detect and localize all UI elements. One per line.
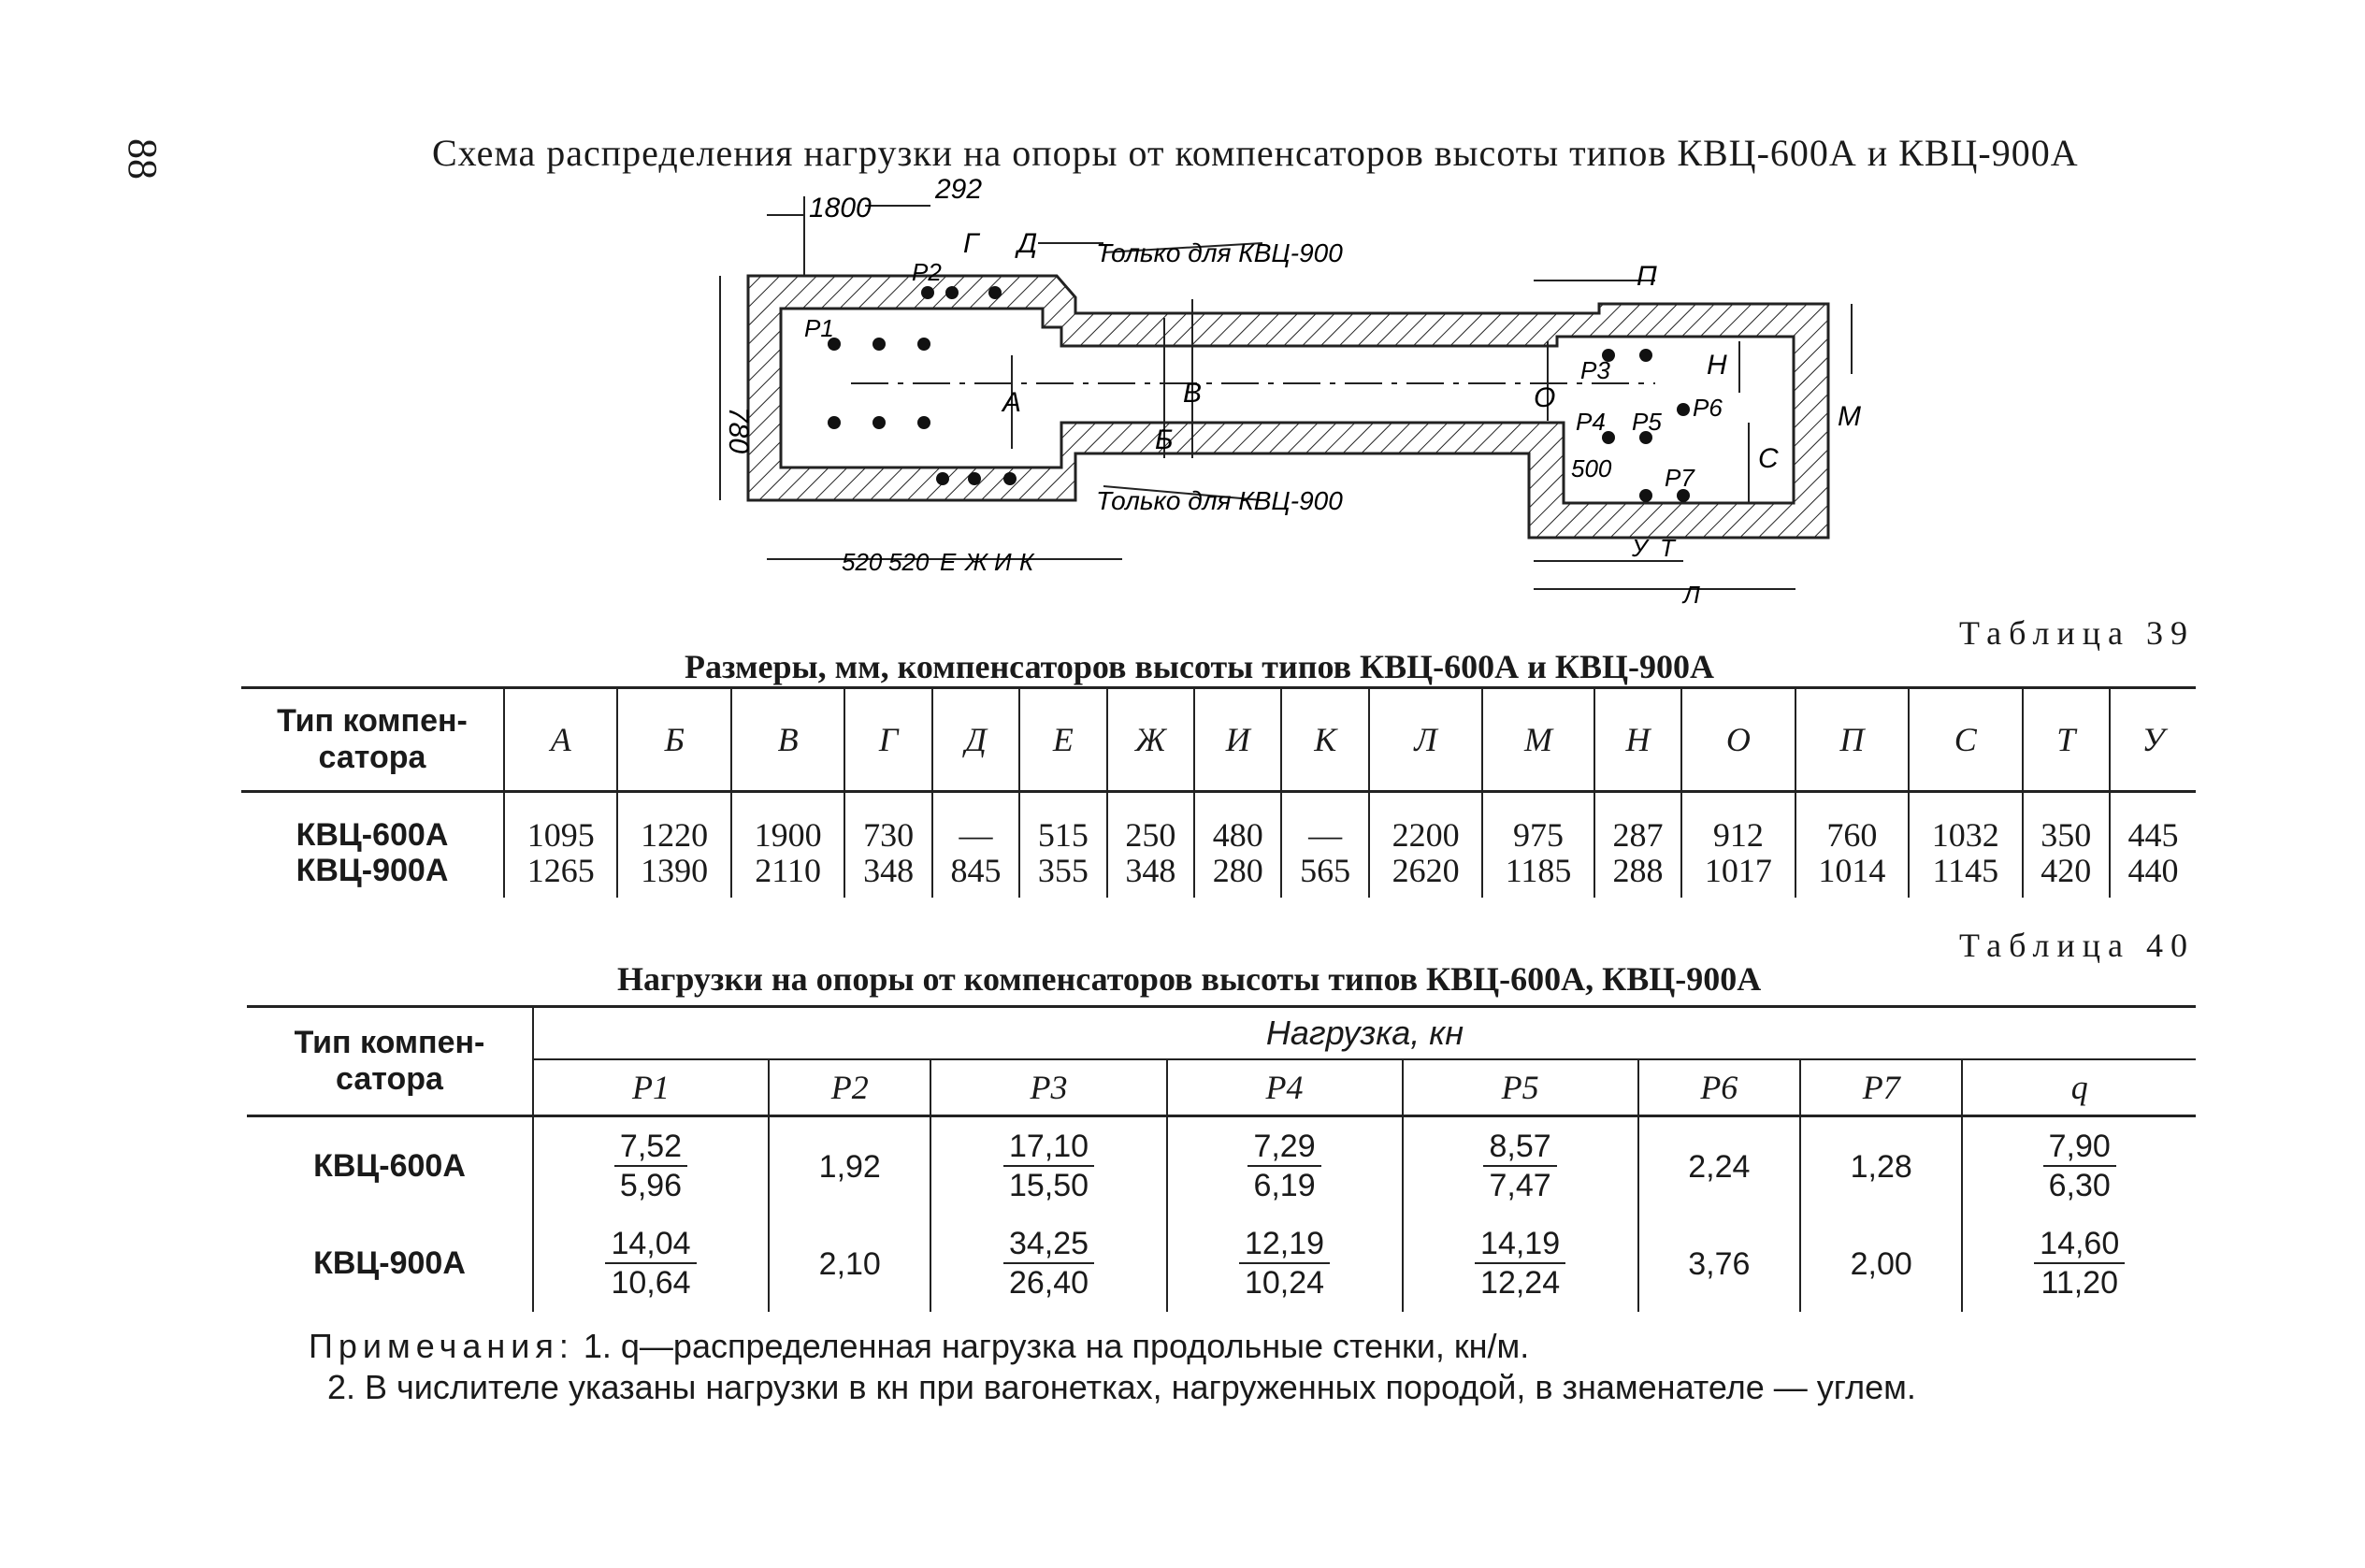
table39-cell: 975 1185 [1482,792,1593,899]
table40-title: Нагрузки на опоры от компенсаторов высоты типов КВЦ-600А, КВЦ-900А [617,960,1762,998]
table39-col-header: Л [1369,688,1482,792]
label-only-kvc900-bottom: Только для КВЦ-900 [1096,486,1343,515]
dim-500: 500 [1571,454,1612,482]
table39-col-header: Т [2023,688,2110,792]
table39-cell: 1095 1265 [504,792,617,899]
dim-D: Д [1017,228,1038,259]
table39-cell: 2200 2620 [1369,792,1482,899]
table39-col-header: У [2110,688,2196,792]
dim-E: Е [940,548,957,576]
table39-cell: — 845 [932,792,1019,899]
dim-S: С [1758,443,1779,474]
table40-cell: 1,28 [1800,1116,1962,1216]
table40-col-header: P1 [632,1069,671,1106]
table39-col-header: Б [617,688,730,792]
load-P2: P2 [912,258,942,286]
label-only-kvc900-top: Только для КВЦ-900 [1096,238,1343,267]
table40 [247,1005,2196,1312]
table40-type-header: Тип компен-сатора [247,1007,533,1116]
table40-cell: 2,10 [769,1215,930,1312]
dim-P: П [1637,261,1657,292]
dim-K: К [1019,548,1034,576]
dim-M: М [1838,401,1861,432]
load-P6: P6 [1693,394,1723,422]
table40-col-header: P7 [1800,1059,1962,1116]
dim-L: Л [1683,581,1700,609]
table39-type-cell: КВЦ-600А КВЦ-900А [296,817,449,888]
table39-type-header: Тип компен-сатора [277,703,468,775]
table40-cell: $\frac{8,57}{7,47}$ [1403,1116,1638,1216]
dim-Zh: Ж [965,548,988,576]
table39-col-header: В [731,688,844,792]
table40-cell: 2,24 [1638,1116,1800,1216]
table39-cell: 1900 2110 [731,792,844,899]
table40-cell: 1,92 [769,1116,930,1216]
load-P3: P3 [1580,356,1610,384]
table40-cell: $\frac{14,04}{10,64}$ [533,1215,769,1312]
table40-type-cell: КВЦ-900А [247,1215,533,1312]
table40-col-header: P6 [1638,1059,1800,1116]
table40-col-header: q [1962,1059,2196,1116]
table40-row [247,1215,2196,1312]
table39-cell: 250 348 [1107,792,1194,899]
load-P7: P7 [1665,464,1694,492]
table39-title: Размеры, мм, компенсаторов высоты типов КВЦ-600А и КВЦ-900А [685,648,1714,685]
table39-cell: 1032 1145 [1909,792,2022,899]
table39-number: Таблица 39 [1959,614,2195,652]
dim-I: И [994,548,1012,576]
table39-col-header: Г [844,688,931,792]
table40-col-header: P3 [930,1059,1166,1116]
table39-cell: — 565 [1281,792,1368,899]
table39-cell: 1220 1390 [617,792,730,899]
page-number: 88 [120,138,166,180]
table39-col-header: П [1795,688,1909,792]
table39-col-header: С [1909,688,2022,792]
dim-780: 780 [723,407,754,454]
note-1: 1. q—распределенная нагрузка на продольные стенки, кн/м. [583,1327,1530,1365]
dim-520a: 520 [842,548,883,576]
table40-col-header: P2 [769,1059,930,1116]
table40-row [247,1116,2196,1216]
dim-520b: 520 [888,548,930,576]
table39-cell: 730 348 [844,792,931,899]
table40-cell: $\frac{34,25}{26,40}$ [930,1215,1166,1312]
table39-cell: 350 420 [2023,792,2110,899]
table39 [241,686,2196,898]
table39-col-header: Е [1019,688,1106,792]
table39-row [241,792,2196,899]
load-P4: P4 [1576,408,1606,436]
dim-A: А [1002,387,1022,418]
dim-B: Б [1155,424,1174,455]
table39-cell: 445 440 [2110,792,2196,899]
dim-V: В [1183,378,1203,409]
table40-cell: $\frac{7,90}{6,30}$ [1962,1116,2196,1216]
table40-number: Таблица 40 [1959,927,2195,964]
figure-title: Схема распределения нагрузки на опоры от компенсаторов высоты типов КВЦ-600А и КВЦ-900А [432,132,2079,174]
table39-cell: 515 355 [1019,792,1106,899]
table39-col-header: А [504,688,617,792]
table40-cell: $\frac{14,60}{11,20}$ [1962,1215,2196,1312]
table39-cell: 912 1017 [1681,792,1795,899]
table39-col-header: Ж [1107,688,1194,792]
table39-col-header: Д [932,688,1019,792]
table40-cell: $\frac{12,19}{10,24}$ [1167,1215,1403,1312]
dim-U: У [1632,534,1648,562]
dim-292: 292 [935,174,983,205]
table40-cell: $\frac{17,10}{15,50}$ [930,1116,1166,1216]
notes-label: Примечания: [309,1327,574,1365]
dim-O: О [1534,382,1556,413]
table39-cell: 760 1014 [1795,792,1909,899]
table39-cell: 480 280 [1194,792,1281,899]
table40-cell: 3,76 [1638,1215,1800,1312]
table40-col-header: P5 [1403,1059,1638,1116]
notes [309,1326,1916,1408]
dim-T: Т [1660,534,1675,562]
table39-col-header: И [1194,688,1281,792]
table40-cell: $\frac{14,19}{12,24}$ [1403,1215,1638,1312]
table39-col-header: Н [1594,688,1681,792]
table39-col-header: М [1482,688,1593,792]
note-2: 2. В числителе указаны нагрузки в кн при вагонетках, нагруженных породой, в знаменателе — углем. [327,1368,1916,1406]
table40-col-header: P4 [1167,1059,1403,1116]
table39-col-header: К [1281,688,1368,792]
table40-group-header: Нагрузка, кн [533,1007,2196,1060]
dim-G: Г [963,228,979,259]
dim-1800: 1800 [809,193,872,223]
load-P5: P5 [1632,408,1662,436]
dim-N: Н [1707,350,1727,381]
load-distribution-drawing [711,174,1861,609]
table40-cell: $\frac{7,52}{5,96}$ [533,1116,769,1216]
load-P1: P1 [804,314,834,342]
table40-cell: $\frac{7,29}{6,19}$ [1167,1116,1403,1216]
table40-type-cell: КВЦ-600А [247,1116,533,1216]
table39-col-header: О [1681,688,1795,792]
table39-cell: 287 288 [1594,792,1681,899]
table40-cell: 2,00 [1800,1215,1962,1312]
